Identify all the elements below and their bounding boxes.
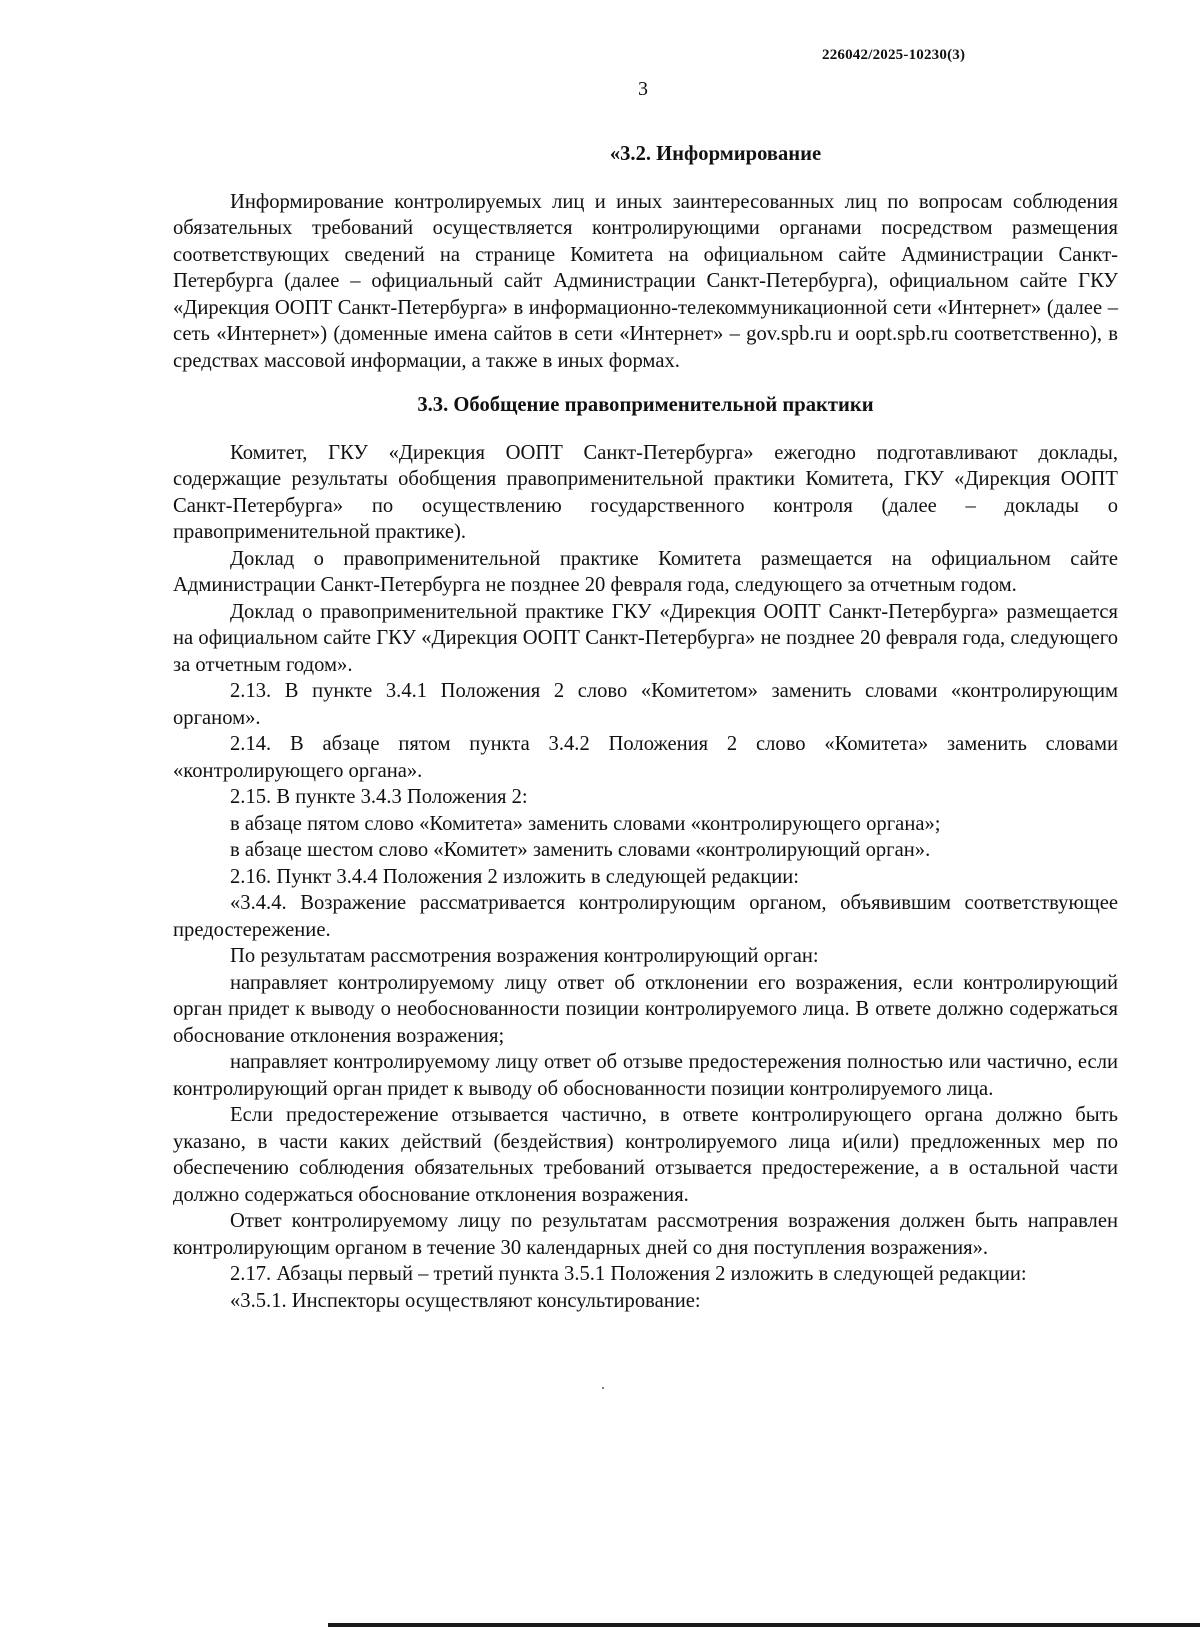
amendment-2-17: 2.17. Абзацы первый – третий пункта 3.5.1 Положения 2 изложить в следующей редакции: xyxy=(230,1263,1027,1285)
paragraph-informing: Информирование контролируемых лиц и иных заинтересованных лиц по вопросам соблюдения обязательных требований осуществляется контролирующими органами посредством размещения соответствующих сведений на странице Комитета на официальном сайте Администрации Санкт-Петербурга (далее – официальный сайт Администрации Санкт-Петербурга), официальном сайте ГКУ «Дирекция ООПТ Санкт-Петербурга» в информационно-телекоммуникационной сети «Интернет» (далее – сеть «Интернет») (доменные имена сайтов в сети «Интернет» – gov.spb.ru и oopt.spb.ru соответственно), в средствах массовой информации, а также в иных формах. xyxy=(173,190,1118,372)
page-number: 3 xyxy=(638,78,648,100)
paragraph-committee-report: Доклад о правоприменительной практике Комитета размещается на официальном сайте Администрации Санкт-Петербурга не позднее 20 февраля года, следующего за отчетным годом. xyxy=(173,547,1118,596)
paragraph-directorate-report: Доклад о правоприменительной практике ГКУ «Дирекция ООПТ Санкт-Петербурга» размещается на официальном сайте ГКУ «Дирекция ООПТ Санкт-Петербурга» не позднее 20 февраля года, следующего за отчетным годом». xyxy=(173,600,1118,676)
amendment-2-15-paragraph-five: в абзаце пятом слово «Комитета» заменить словами «контролирующего органа»; xyxy=(230,812,941,835)
document-body xyxy=(173,141,1118,1314)
clause-3-4-4: «3.4.4. Возражение рассматривается контролирующим органом, объявившим соответствующее предостережение. xyxy=(173,892,1118,941)
clause-3-5-1: «3.5.1. Инспекторы осуществляют консультирование: xyxy=(230,1289,701,1312)
amendment-2-14: 2.14. В абзаце пятом пункта 3.4.2 Положения 2 слово «Комитета» заменить словами «контролирующего органа». xyxy=(173,733,1118,782)
scan-speck xyxy=(602,1387,604,1389)
amendment-2-16: 2.16. Пункт 3.4.4 Положения 2 изложить в следующей редакции: xyxy=(230,865,799,888)
amendment-2-15: 2.15. В пункте 3.4.3 Положения 2: xyxy=(230,786,528,808)
paragraph-reports: Комитет, ГКУ «Дирекция ООПТ Санкт-Петербурга» ежегодно подготавливают доклады, содержащие результаты обобщения правоприменительной практики Комитета, ГКУ «Дирекция ООПТ Санкт-Петербурга» по осуществлению государственного контроля (далее – доклады о правоприменительной практике). xyxy=(173,441,1118,543)
scan-bottom-edge-line xyxy=(328,1623,1200,1627)
clause-3-4-4-results: По результатам рассмотрения возражения контролирующий орган: xyxy=(230,945,819,967)
clause-3-4-4-withdrawal: направляет контролируемому лицу ответ об отзыве предостережения полностью или частично, если контролирующий орган придет к выводу об обоснованности позиции контролируемого лица. xyxy=(173,1051,1118,1100)
section-heading-3-3: 3.3. Обобщение правоприменительной практики xyxy=(417,394,874,416)
amendment-2-13: 2.13. В пункте 3.4.1 Положения 2 слово «Комитетом» заменить словами «контролирующим органом». xyxy=(173,680,1118,729)
section-heading-3-2: «3.2. Информирование xyxy=(609,143,822,165)
clause-3-4-4-deadline: Ответ контролируемому лицу по результатам рассмотрения возражения должен быть направлен контролирующим органом в течение 30 календарных дней со дня поступления возражения». xyxy=(173,1210,1118,1259)
document-registration-number: 226042/2025-10230(3) xyxy=(822,47,966,63)
amendment-2-15-paragraph-six: в абзаце шестом слово «Комитет» заменить словами «контролирующий орган». xyxy=(230,839,931,861)
clause-3-4-4-partial: Если предостережение отзывается частично, в ответе контролирующего органа должно быть указано, в части каких действий (бездействия) контролируемого лица и(или) предложенных мер по обеспечению соблюдения обязательных требований отзывается предостережение, а в остальной части должно содержаться обоснование отклонения возражения. xyxy=(173,1104,1118,1206)
clause-3-4-4-rejection: направляет контролируемому лицу ответ об отклонении его возражения, если контролирующий орган придет к выводу о необоснованности позиции контролируемого лица. В ответе должно содержаться обоснование отклонения возражения; xyxy=(173,971,1118,1047)
